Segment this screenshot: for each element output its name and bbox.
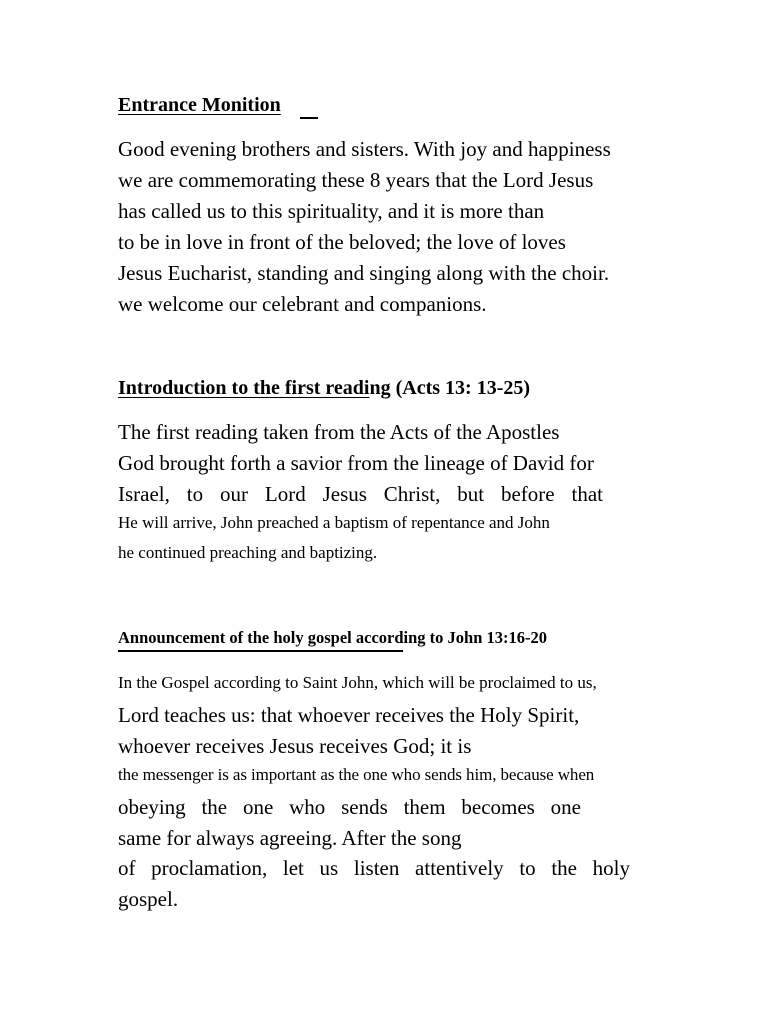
gospel-heading-underline	[118, 650, 403, 652]
entrance-heading	[118, 94, 281, 117]
entrance-line: Good evening brothers and sisters. With joy and happiness	[118, 137, 611, 161]
first-reading-line: He will arrive, John preached a baptism of repentance and John	[118, 513, 550, 532]
entrance-heading-text: Entrance Monition	[118, 94, 281, 116]
first-reading-line: The first reading taken from the Acts of the Apostles	[118, 420, 560, 444]
first-reading-heading-underlined: Introduction to the first readi	[118, 377, 370, 399]
gospel-line: obeying the one who sends them becomes one	[118, 795, 581, 819]
gospel-line: In the Gospel according to Saint John, which will be proclaimed to us,	[118, 673, 597, 692]
entrance-line: Jesus Eucharist, standing and singing along with the choir.	[118, 261, 610, 285]
first-reading-line: Israel, to our Lord Jesus Christ, but before that	[118, 482, 603, 506]
gospel-heading: Announcement of the holy gospel according to John 13:16-20	[118, 628, 548, 647]
gospel-line: same for always agreeing. After the song	[118, 826, 462, 850]
entrance-heading-underline-tail	[300, 117, 318, 119]
first-reading-line: God brought forth a savior from the lineage of David for	[118, 451, 594, 475]
entrance-line: to be in love in front of the beloved; the love of loves	[118, 230, 566, 254]
entrance-line: has called us to this spirituality, and it is more than	[118, 199, 545, 223]
first-reading-heading-rest: ng (Acts 13: 13-25)	[369, 377, 531, 399]
gospel-line: gospel.	[118, 887, 179, 911]
gospel-line: the messenger is as important as the one who sends him, because when	[118, 765, 595, 784]
entrance-line: we are commemorating these 8 years that the Lord Jesus	[118, 168, 594, 192]
gospel-line: of proclamation, let us listen attentively to the holy	[118, 856, 630, 880]
gospel-line: whoever receives Jesus receives God; it is	[118, 734, 472, 758]
first-reading-line: he continued preaching and baptizing.	[118, 543, 378, 562]
gospel-line: Lord teaches us: that whoever receives the Holy Spirit,	[118, 703, 580, 727]
entrance-line: we welcome our celebrant and companions.	[118, 292, 487, 316]
first-reading-heading	[118, 377, 530, 400]
